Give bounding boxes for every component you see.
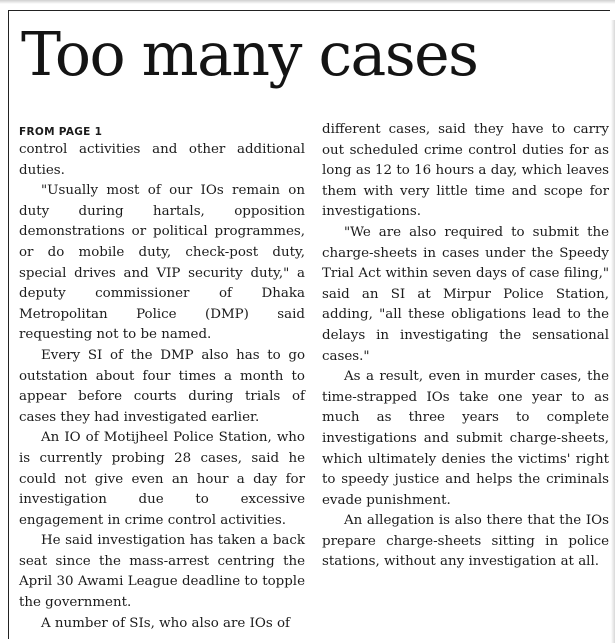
paragraph: An IO of Motijheel Police Station, who is currently probing 28 cases, said he could not give even an hour a day for investigation due to excessive engagement in crime control activities. [19,430,305,528]
paragraph: A number of SIs, who also are IOs of [41,615,290,631]
paragraph: An allegation is also there that the IOs prepare charge-sheets sitting in police stations, without any investigation at all. [322,513,609,570]
paragraph: control activities and other additional duties. [19,142,305,178]
scan-edge-right [611,20,615,643]
column-left [19,126,305,634]
scan-edge-top [0,0,615,4]
paragraph: different cases, said they have to carry out scheduled crime control duties for as long as 12 to 16 hours a day, which leaves them with very little time and scope for investigations. [322,122,609,220]
kicker-from-page-1: FROM PAGE 1 [19,126,103,138]
paragraph: As a result, even in murder cases, the time-strapped IOs take one year to as much as three years to complete investigations and submit charge-sheets, which ultimately denies the victims' right to speedy justice and helps the criminals evade punishment. [322,369,609,508]
paragraph: "We are also required to submit the charge-sheets in cases under the Speedy Trial Act within seven days of case filing," said an SI at Mirpur Police Station, adding, "all these obligations lead to the delays in investigating the sensational cases." [322,224,609,364]
paragraph: Every SI of the DMP also has to go outstation about four times a month to appear before courts during trials of cases they had investigated earlier. [19,347,305,425]
paragraph: He said investigation has taken a back seat since the mass-arrest centring the April 30 Awami League deadline to topple the government. [19,533,305,611]
paragraph: "Usually most of our IOs remain on duty during hartals, opposition demonstrations or political programmes, or do mobile duty, check-post duty, special drives and VIP security duty," a deputy commissioner of Dhaka Metropolitan Police (DMP) said requesting not to be named. [19,183,305,343]
newspaper-clipping [8,10,610,639]
column-right [322,120,609,573]
headline: Too many cases [21,20,478,90]
